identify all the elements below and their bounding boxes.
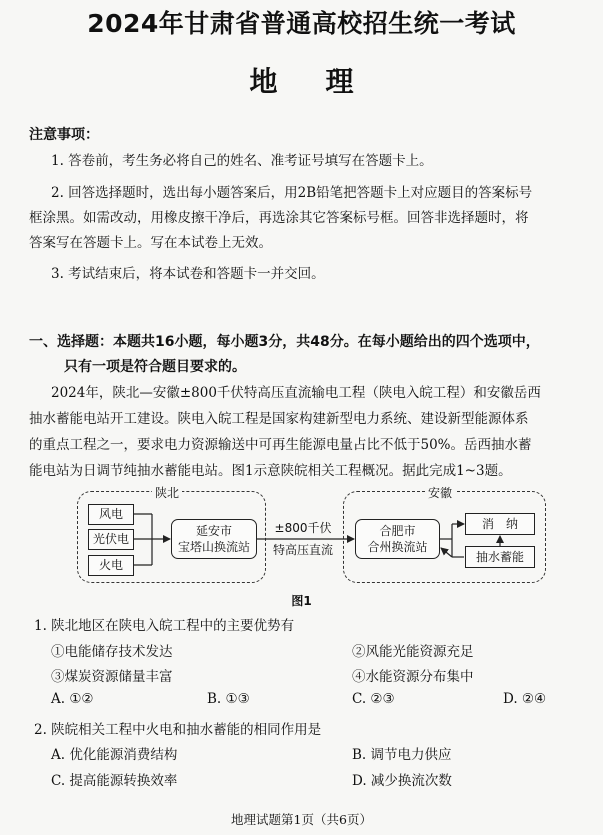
exam-title: 2024年甘肃省普通高校招生统一考试 [87, 9, 516, 38]
question-2-option-c: C. 提高能源转换效率 [51, 773, 178, 789]
section-heading-line-2: 只有一项是符合题目要求的。 [64, 359, 246, 375]
source-thermal-power: 火电 [88, 555, 134, 576]
notice-heading: 注意事项： [29, 127, 99, 143]
subject-title: 地理 [249, 65, 402, 98]
notice-item-2-line-1: 2. 回答选择题时，选出每小题答案后，用2B铅笔把答题卡上对应题目的答案标号 [51, 185, 533, 201]
transmission-type-label: 特高压直流 [272, 543, 333, 557]
notice-item-2-line-3: 答案写在答题卡上。写在本试卷上无效。 [29, 235, 272, 251]
station-hezhou-line-2: 合州换流站 [367, 540, 428, 554]
station-hezhou-line-1: 合肥市 [379, 524, 416, 538]
station-baotashan-line-1: 延安市 [195, 524, 232, 538]
question-2-option-d: D. 减少换流次数 [352, 773, 452, 789]
question-1-stem: 1. 陕北地区在陕电入皖工程中的主要优势有 [34, 618, 295, 634]
source-solar-power: 光伏电 [88, 529, 134, 550]
notice-item-3: 3. 考试结束后，将本试卷和答题卡一并交回。 [51, 266, 325, 282]
question-1-statement-1: ①电能储存技术发达 [51, 644, 173, 660]
question-1-option-d: D. ②④ [503, 691, 547, 707]
section-heading-line-1: 一、选择题：本题共16小题，每小题3分，共48分。在每小题给出的四个选项中， [29, 334, 540, 350]
notice-item-1: 1. 答卷前，考生务必将自己的姓名、准考证号填写在答题卡上。 [51, 153, 433, 169]
figure-caption: 图1 [291, 594, 312, 608]
region-label-anhui: 安徽 [425, 484, 455, 501]
question-2-option-a: A. 优化能源消费结构 [51, 747, 178, 763]
passage-line-1: 2024年，陕北—安徽±800千伏特高压直流输电工程（陕电入皖工程）和安徽岳西 [51, 385, 541, 401]
sink-consumption: 消 纳 [465, 513, 535, 535]
question-1-option-b: B. ①③ [207, 691, 250, 707]
passage-line-2: 抽水蓄能电站开工建设。陕电入皖工程是国家构建新型电力系统、建设新型能源体系 [29, 411, 529, 427]
passage-line-4: 能电站为日调节纯抽水蓄能电站。图1示意陕皖相关工程概况。据此完成1~3题。 [29, 463, 512, 479]
question-1-option-a: A. ①② [51, 691, 94, 707]
transmission-voltage-label: ±800千伏 [274, 521, 332, 535]
region-label-shaanbei: 陕北 [152, 484, 182, 501]
notice-item-2-line-2: 框涂黑。如需改动，用橡皮擦干净后，再选涂其它答案标号框。回答非选择题时，将 [29, 210, 529, 226]
question-2-stem: 2. 陕皖相关工程中火电和抽水蓄能的相同作用是 [34, 722, 322, 738]
sink-pumped-storage: 抽水蓄能 [465, 546, 535, 568]
page-footer: 地理试题第1页（共6页） [231, 812, 372, 827]
question-2-option-b: B. 调节电力供应 [352, 747, 452, 763]
question-1-statement-3: ③煤炭资源储量丰富 [51, 669, 173, 685]
question-1-statement-4: ④水能资源分布集中 [352, 669, 474, 685]
question-1-option-c: C. ②③ [352, 691, 395, 707]
passage-line-3: 的重点工程之一，要求电力资源输送中可再生能源电量占比不低于50%。岳西抽水蓄 [29, 437, 532, 453]
station-baotashan-line-2: 宝塔山换流站 [177, 540, 250, 554]
source-wind-power: 风电 [88, 504, 134, 525]
question-1-statement-2: ②风能光能资源充足 [352, 644, 474, 660]
